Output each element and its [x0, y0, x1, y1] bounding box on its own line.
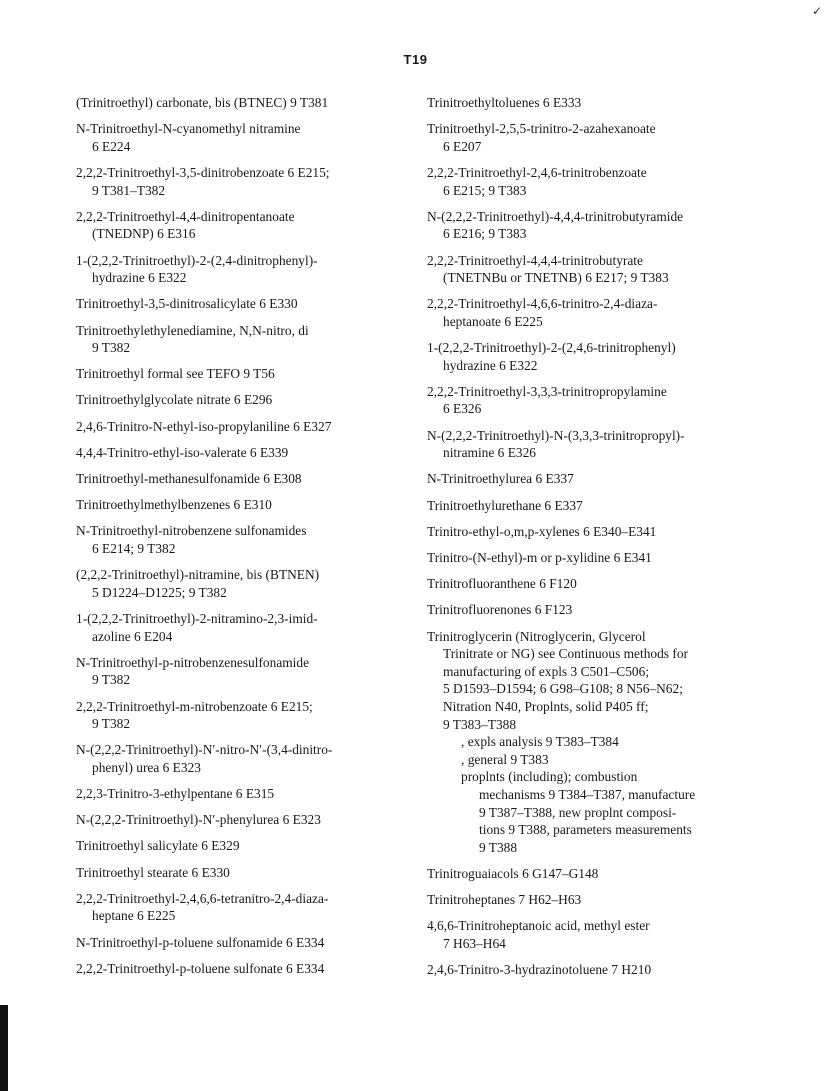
index-entry — [76, 496, 436, 514]
index-entry — [76, 391, 436, 409]
index-entry-continuation: (TNETNBu or TNETNB) 6 E217; 9 T383 — [443, 270, 669, 286]
index-entry — [427, 601, 799, 619]
index-entry-continuation: 6 E326 — [443, 401, 482, 417]
index-entry — [427, 252, 799, 287]
index-entry — [76, 837, 436, 855]
page-edge-bar — [0, 1005, 8, 1091]
index-entry-term: Trinitroethyl formal see TEFO 9 T56 — [76, 366, 275, 382]
index-entry — [76, 698, 436, 733]
index-entry-continuation: (TNEDNP) 6 E316 — [92, 226, 196, 242]
index-entry-term: 2,2,3-Trinitro-3-ethylpentane 6 E315 — [76, 786, 275, 802]
index-entry-continuation: 9 T382 — [92, 340, 131, 356]
index-entry — [76, 934, 436, 952]
index-entry-term: Trinitrofluorenones 6 F123 — [427, 602, 573, 618]
index-entry — [427, 891, 799, 909]
index-entry-continuation: 6 E207 — [443, 138, 482, 154]
index-column-left — [76, 94, 436, 986]
index-entry-continuation: 9 T382 — [92, 716, 131, 732]
index-entry-term: 2,2,2-Trinitroethyl-4,4,4-trinitrobutyrate — [427, 252, 643, 268]
index-entry-term: Trinitroethyl salicylate 6 E329 — [76, 838, 240, 854]
index-column-right — [427, 94, 799, 987]
index-entry-continuation: heptane 6 E225 — [92, 908, 176, 924]
index-entry-continuation: tions 9 T388, parameters measurements — [479, 822, 692, 838]
index-entry — [76, 522, 436, 557]
index-entry-term: Trinitroglycerin (Nitroglycerin, Glycerol — [427, 628, 646, 644]
index-entry — [76, 418, 436, 436]
index-entry-term: N-Trinitroethyl-p-toluene sulfonamide 6 E334 — [76, 934, 325, 950]
index-entry-term: N-Trinitroethyl-p-nitrobenzenesulfonamide — [76, 654, 310, 670]
index-entry-term: Trinitroethylethylenediamine, N,N-nitro, di — [76, 322, 309, 338]
index-entry-term: Trinitroethyltoluenes 6 E333 — [427, 95, 582, 110]
index-entry-term: Trinitroethyl-3,5-dinitrosalicylate 6 E330 — [76, 296, 298, 312]
index-entry — [427, 865, 799, 883]
index-entry-term: N-(2,2,2-Trinitroethyl)-N-(3,3,3-trinitropropyl)- — [427, 427, 685, 443]
index-entry — [76, 120, 436, 155]
index-entry — [427, 383, 799, 418]
index-entry-term: Trinitroethylglycolate nitrate 6 E296 — [76, 392, 273, 408]
index-entry-term: Trinitrofluoranthene 6 F120 — [427, 576, 577, 592]
index-entry-term: Trinitroethyl stearate 6 E330 — [76, 864, 230, 880]
index-entry — [427, 961, 799, 979]
index-entry-continuation: 9 T383–T388 — [443, 716, 517, 732]
index-entry — [427, 497, 799, 515]
check-mark-icon: ✓ — [812, 4, 823, 18]
index-entry-continuation: hydrazine 6 E322 — [443, 357, 538, 373]
index-entry-term: 1-(2,2,2-Trinitroethyl)-2-(2,4-dinitrophenyl)- — [76, 252, 318, 268]
index-entry-term: 2,2,2-Trinitroethyl-m-nitrobenzoate 6 E215; — [76, 698, 313, 714]
index-entry-term: 2,2,2-Trinitroethyl-2,4,6-trinitrobenzoate — [427, 164, 647, 180]
index-entry-continuation: 9 T388 — [479, 839, 518, 855]
index-entry-term: N-Trinitroethyl-nitrobenzene sulfonamides — [76, 523, 307, 539]
index-entry — [76, 470, 436, 488]
index-entry-term: 2,2,2-Trinitroethyl-4,6,6-trinitro-2,4-diaza- — [427, 296, 658, 312]
index-entry-term: Trinitro-ethyl-o,m,p-xylenes 6 E340–E341 — [427, 523, 657, 539]
index-entry-term: Trinitroethyl-methanesulfonamide 6 E308 — [76, 471, 302, 487]
index-entry-continuation: 9 T381–T382 — [92, 182, 166, 198]
index-entry-continuation: Trinitrate or NG) see Continuous methods for — [443, 646, 688, 662]
index-entry — [76, 960, 436, 978]
index-entry-continuation: manufacturing of expls 3 C501–C506; — [443, 663, 650, 679]
index-entry — [76, 295, 436, 313]
index-entry-term: N-Trinitroethyl-N-cyanomethyl nitramine — [76, 121, 301, 137]
index-entry-continuation: Nitration N40, Proplnts, solid P405 ff; — [443, 698, 649, 714]
index-entry-continuation: 7 H63–H64 — [443, 935, 506, 951]
index-entry — [76, 864, 436, 882]
index-entry — [76, 890, 436, 925]
index-entry-term: (Trinitroethyl) carbonate, bis (BTNEC) 9 T381 — [76, 95, 329, 110]
index-entry-continuation: nitramine 6 E326 — [443, 445, 536, 461]
index-entry — [76, 741, 436, 776]
index-entry — [427, 94, 799, 112]
index-entry-continuation: 6 E216; 9 T383 — [443, 226, 527, 242]
index-entry-term: 2,2,2-Trinitroethyl-3,3,3-trinitropropylamine — [427, 383, 667, 399]
index-entry-term: 2,2,2-Trinitroethyl-p-toluene sulfonate 6 E334 — [76, 960, 325, 976]
index-entry-term: 4,6,6-Trinitroheptanoic acid, methyl ester — [427, 918, 650, 934]
index-entry — [427, 295, 799, 330]
index-entry-term: N-(2,2,2-Trinitroethyl)-4,4,4-trinitrobutyramide — [427, 208, 684, 224]
index-entry — [427, 628, 799, 857]
index-entry-term: 1-(2,2,2-Trinitroethyl)-2-nitramino-2,3-imid- — [76, 610, 318, 626]
index-entry — [76, 444, 436, 462]
index-entry-term: 2,2,2-Trinitroethyl-2,4,6,6-tetranitro-2,4-diaza- — [76, 890, 329, 906]
index-entry — [427, 523, 799, 541]
index-entry-term: N-(2,2,2-Trinitroethyl)-N′-nitro-N′-(3,4-dinitro- — [76, 742, 333, 758]
index-entry — [427, 549, 799, 567]
index-entry-term: 2,4,6-Trinitro-3-hydrazinotoluene 7 H210 — [427, 962, 652, 978]
index-entry-continuation: , general 9 T383 — [461, 751, 549, 767]
index-entry — [427, 427, 799, 462]
index-entry-continuation: 5 D1593–D1594; 6 G98–G108; 8 N56–N62; — [443, 681, 683, 697]
index-entry-term: 4,4,4-Trinitro-ethyl-iso-valerate 6 E339 — [76, 444, 289, 460]
index-entry — [76, 322, 436, 357]
index-entry-term: Trinitroheptanes 7 H62–H63 — [427, 892, 582, 908]
index-entry-continuation: mechanisms 9 T384–T387, manufacture — [479, 786, 696, 802]
index-entry-continuation: phenyl) urea 6 E323 — [92, 759, 201, 775]
index-entry-term: 2,2,2-Trinitroethyl-4,4-dinitropentanoate — [76, 208, 295, 224]
index-entry-term: Trinitroguaiacols 6 G147–G148 — [427, 865, 599, 881]
index-entry-continuation: 6 E215; 9 T383 — [443, 182, 527, 198]
index-entry — [76, 94, 436, 112]
index-entry — [427, 470, 799, 488]
index-entry-term: 2,4,6-Trinitro-N-ethyl-iso-propylaniline 6 E327 — [76, 418, 332, 434]
index-entry — [427, 208, 799, 243]
index-entry-continuation: 5 D1224–D1225; 9 T382 — [92, 584, 227, 600]
index-entry-term: N-Trinitroethylurea 6 E337 — [427, 471, 574, 487]
index-entry — [76, 164, 436, 199]
index-entry-term: Trinitroethylurethane 6 E337 — [427, 497, 583, 513]
index-entry-continuation: azoline 6 E204 — [92, 628, 173, 644]
index-entry — [76, 811, 436, 829]
index-entry-continuation: proplnts (including); combustion — [461, 769, 638, 785]
index-entry-term: Trinitroethylmethylbenzenes 6 E310 — [76, 497, 272, 513]
index-entry-continuation: 9 T387–T388, new proplnt composi- — [479, 804, 677, 820]
index-entry-continuation: 6 E214; 9 T382 — [92, 541, 176, 556]
index-entry-continuation: heptanoate 6 E225 — [443, 313, 543, 329]
index-entry-continuation: , expls analysis 9 T383–T384 — [461, 734, 619, 750]
index-entry — [76, 208, 436, 243]
index-entry-term: Trinitro-(N-ethyl)-m or p-xylidine 6 E341 — [427, 550, 652, 565]
index-entry — [76, 654, 436, 689]
index-entry-continuation: 9 T382 — [92, 672, 131, 688]
index-entry — [76, 252, 436, 287]
index-entry — [427, 575, 799, 593]
index-entry — [76, 785, 436, 803]
index-entry — [427, 120, 799, 155]
index-entry — [427, 917, 799, 952]
index-entry — [76, 566, 436, 601]
index-entry-continuation: hydrazine 6 E322 — [92, 270, 187, 286]
index-entry-term: N-(2,2,2-Trinitroethyl)-N′-phenylurea 6 E323 — [76, 812, 321, 828]
index-entry-term: (2,2,2-Trinitroethyl)-nitramine, bis (BTNEN) — [76, 567, 320, 583]
index-entry-term: 2,2,2-Trinitroethyl-3,5-dinitrobenzoate 6 E215; — [76, 164, 330, 180]
index-entry-term: 1-(2,2,2-Trinitroethyl)-2-(2,4,6-trinitrophenyl) — [427, 340, 676, 356]
index-entry — [76, 365, 436, 383]
page-title: T19 — [403, 52, 428, 67]
index-entry — [427, 339, 799, 374]
index-entry-continuation: 6 E224 — [92, 138, 131, 154]
index-entry-term: Trinitroethyl-2,5,5-trinitro-2-azahexanoate — [427, 121, 656, 137]
index-entry — [427, 164, 799, 199]
index-entry — [76, 610, 436, 645]
